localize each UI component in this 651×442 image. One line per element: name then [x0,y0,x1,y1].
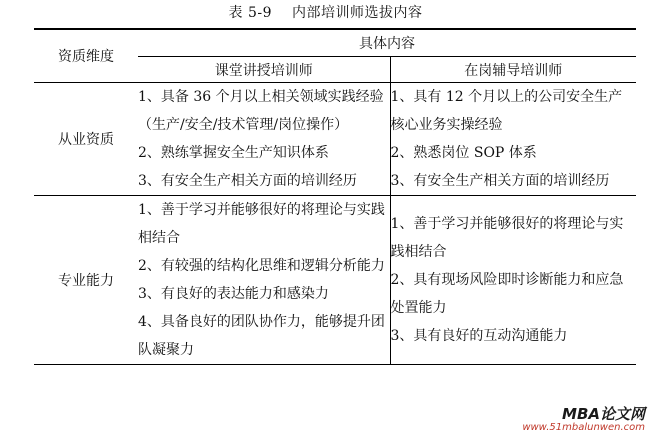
site-watermark [522,406,645,434]
header-dimension: 资质维度 [34,29,138,83]
header-group: 具体内容 [138,29,636,57]
list-item: 2、熟悉岗位 SOP 体系 [390,145,537,161]
selection-content-table [34,28,636,365]
header-classroom-trainer: 课堂讲授培训师 [138,57,390,83]
row-dimension-qualification: 从业资质 [34,83,138,196]
cell-onsite-qualification [390,83,636,196]
cell-onsite-ability [390,196,636,365]
list-item: 2、具有现场风险即时诊断能力和应急处置能力 [390,272,624,316]
row-dimension-ability: 专业能力 [34,196,138,365]
list-item: 3、具有良好的互动沟通能力 [390,328,568,344]
list-item: 3、有良好的表达能力和感染力 [138,286,329,302]
cell-classroom-qualification [138,83,390,196]
watermark-brand: MBA论文网 [562,405,645,423]
list-item: 1、善于学习并能够很好的将理论与实践相结合 [138,202,385,246]
list-item: 3、有安全生产相关方面的培训经历 [138,173,357,189]
list-item: 3、有安全生产相关方面的培训经历 [390,173,610,189]
table-row [34,83,636,196]
watermark-url: www.51mbalunwen.com [522,422,645,433]
cell-classroom-ability [138,196,390,365]
list-item: 4、具备良好的团队协作力，能够提升团队凝聚力 [138,314,385,358]
header-onsite-trainer: 在岗辅导培训师 [390,57,636,83]
list-item: 1、具有 12 个月以上的公司安全生产核心业务实操经验 [390,89,623,133]
table-row [34,196,636,365]
table-caption [0,2,651,22]
list-item: 1、具备 36 个月以上相关领域实践经验（生产/安全/技术管理/岗位操作） [138,89,384,133]
list-item: 2、有较强的结构化思维和逻辑分析能力 [138,258,385,274]
table-number: 表 5-9 [228,5,272,21]
table-title: 内部培训师选拔内容 [292,5,423,21]
list-item: 2、熟练掌握安全生产知识体系 [138,145,329,161]
list-item: 1、善于学习并能够很好的将理论与实践相结合 [390,216,624,260]
